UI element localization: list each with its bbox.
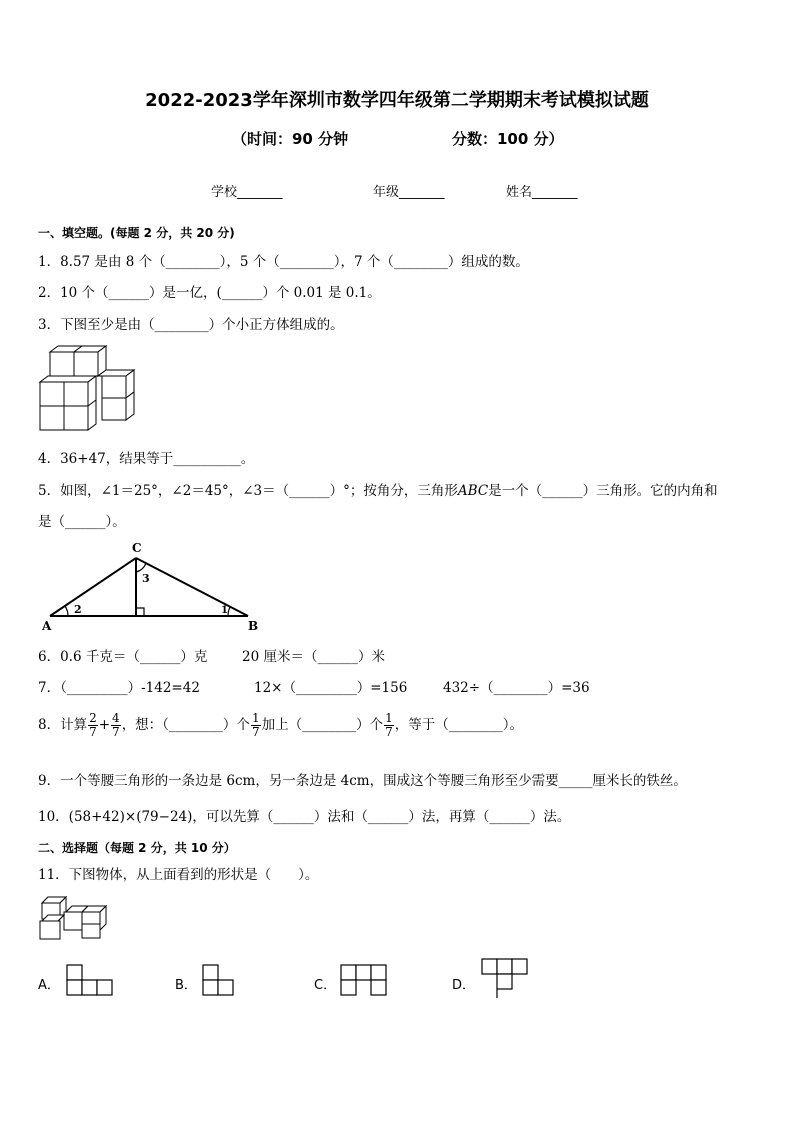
option-d-shape[interactable] <box>481 958 531 1000</box>
section-heading-fill-blank: 一、填空题。(每题 2 分，共 20 分) <box>38 226 235 240</box>
question-8-end: ，等于（________）。 <box>394 717 523 733</box>
triangle-figure <box>38 538 268 634</box>
question-2: 2．10 个（______）是一亿，(______）个 0.01 是 0.1。 <box>38 285 381 301</box>
question-5-line-2: 是（______）。 <box>38 514 126 530</box>
option-a-label[interactable]: A． <box>38 978 60 993</box>
question-10 <box>38 805 570 825</box>
plus-sign: + <box>98 717 111 733</box>
angle-label-2: 2 <box>74 603 82 616</box>
denominator: 7 <box>251 725 260 739</box>
grade-field: 年级_______ <box>373 185 445 200</box>
question-1: 1．8.57 是由 8 个（________），5 个（________），7 个（________）组成的数。 <box>38 254 529 270</box>
numerator: 1 <box>385 711 393 725</box>
question-8 <box>38 712 523 739</box>
exam-score: 分数：100 分） <box>452 130 564 148</box>
vertex-label-b: B <box>248 619 259 633</box>
question-5-line-1 <box>38 479 718 499</box>
page-title: 2022-2023学年深圳市数学四年级第二学期期末考试模拟试题 <box>145 90 649 111</box>
question-4: 4．36+47，结果等于__________。 <box>38 451 255 467</box>
question-5-text-b: 是一个（______）三角形。它的内角和 <box>488 483 718 499</box>
numerator: 2 <box>89 711 97 725</box>
section-heading-choice: 二、选择题（每题 2 分，共 10 分） <box>38 841 236 855</box>
question-7-part-3: 432÷（________）=36 <box>443 680 590 696</box>
triangle-name: ABC <box>457 483 489 499</box>
vertex-label-c: C <box>132 541 142 555</box>
question-5-text-a: 5．如图，∠1＝25°，∠2＝45°，∠3＝（______）°；按角分，三角形 <box>38 483 458 499</box>
object-3d-figure <box>38 890 110 944</box>
question-8-mid-2: 加上（________）个 <box>261 717 384 733</box>
option-a-shape[interactable] <box>66 964 114 998</box>
option-c-label[interactable]: C． <box>314 978 337 993</box>
denominator: 7 <box>112 725 120 739</box>
angle-label-1: 1 <box>221 605 228 616</box>
numerator: 4 <box>112 711 120 725</box>
option-b-label[interactable]: B． <box>175 978 197 993</box>
exam-time: （时间：90 分钟 <box>232 130 349 148</box>
option-c-shape[interactable] <box>340 964 390 998</box>
question-6-part-2: 20 厘米＝（______）米 <box>242 649 385 665</box>
question-8-mid-1: ，想：（________）个 <box>121 717 250 733</box>
denominator: 7 <box>89 725 97 739</box>
school-field: 学校_______ <box>211 185 283 200</box>
question-11: 11．下图物体，从上面看到的形状是（ ）。 <box>38 867 319 883</box>
question-10-text: ，可以先算（______）法和（______）法，再算（______）法。 <box>192 809 571 825</box>
fraction-2-7 <box>88 712 98 739</box>
question-10-expression: 10．(58+42)×(79−24) <box>38 809 193 825</box>
question-7-part-2: 12×（_________）=156 <box>254 680 408 696</box>
name-field: 姓名_______ <box>506 185 578 200</box>
fraction-1-7-a <box>251 712 261 739</box>
question-8-prefix: 8．计算 <box>38 717 88 733</box>
option-d-label[interactable]: D． <box>452 978 476 993</box>
question-9: 9．一个等腰三角形的一条边是 6cm，另一条边是 4cm，围成这个等腰三角形至少需要_____厘米长的铁丝。 <box>38 773 687 789</box>
numerator: 1 <box>251 711 260 725</box>
question-7-part-1: 7．（_________）-142=42 <box>38 680 200 696</box>
denominator: 7 <box>385 725 393 739</box>
vertex-label-a: A <box>42 619 52 633</box>
fraction-4-7 <box>111 712 121 739</box>
question-3: 3．下图至少是由（________）个小正方体组成的。 <box>38 317 344 333</box>
question-6-part-1: 6．0.6 千克＝（______）克 <box>38 649 208 665</box>
fraction-1-7-b <box>384 712 394 739</box>
option-b-shape[interactable] <box>202 964 236 998</box>
angle-label-3: 3 <box>142 572 150 585</box>
cube-stack-figure <box>38 344 138 436</box>
